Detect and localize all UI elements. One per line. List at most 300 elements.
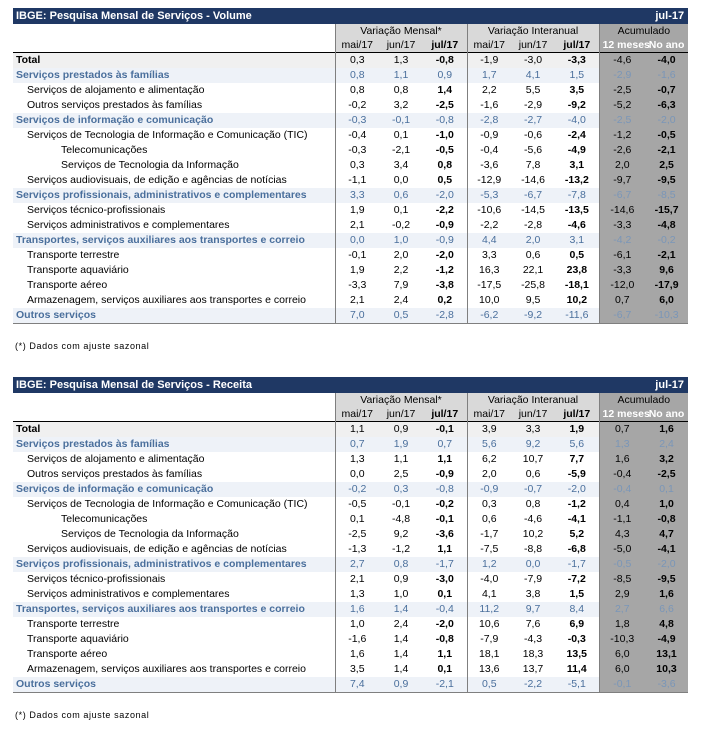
cell-value: -2,0: [435, 618, 454, 630]
cell-value: -4,3: [523, 633, 543, 645]
row-label: Serviços de alojamento e alimentação: [27, 84, 205, 96]
group-header-mensal: Variação Mensal*: [335, 24, 467, 38]
row-label: Transporte aquaviário: [27, 633, 129, 645]
cell-value: -1,2: [435, 264, 454, 276]
cell-value: 6,0: [599, 647, 645, 662]
cell-value: 0,5: [379, 308, 423, 324]
cell-value: 2,5: [393, 468, 409, 480]
cell-value: -2,6: [599, 143, 645, 158]
cell-value: 6,0: [645, 293, 688, 308]
row-label: Serviços de Tecnologia da Informação: [61, 528, 239, 540]
table-title-row: [13, 377, 688, 393]
cell-value: 0,5: [569, 249, 585, 261]
cell-value: -0,2: [335, 482, 379, 497]
cell-value: 1,0: [335, 617, 379, 632]
cell-value: 2,7: [335, 557, 379, 572]
cell-value: -0,7: [511, 482, 555, 497]
cell-value: 2,0: [393, 249, 409, 261]
cell-value: 2,1: [335, 572, 379, 587]
row-label: Serviços de Tecnologia de Informação e Comunicação (TIC): [27, 129, 308, 141]
cell-value: -10,3: [599, 632, 645, 647]
cell-value: -0,1: [391, 498, 411, 510]
cell-value: 0,9: [423, 68, 467, 83]
cell-value: 9,2: [511, 437, 555, 452]
column-header: jul/17: [423, 407, 467, 422]
cell-value: -0,6: [523, 129, 543, 141]
cell-value: 7,8: [525, 159, 541, 171]
cell-value: 5,6: [467, 437, 511, 452]
cell-value: 7,7: [569, 453, 585, 465]
cell-value: 0,9: [379, 422, 423, 438]
cell-value: 1,6: [335, 602, 379, 617]
row-label: Serviços audiovisuais, de edição e agências de notícias: [27, 543, 287, 555]
cell-value: 9,6: [645, 263, 688, 278]
cell-value: -0,7: [645, 83, 688, 98]
table-row: [13, 173, 688, 188]
cell-value: 3,4: [393, 159, 409, 171]
cell-value: 10,7: [522, 453, 544, 465]
cell-value: -2,1: [423, 677, 467, 693]
cell-value: -2,0: [435, 249, 454, 261]
cell-value: 0,8: [335, 68, 379, 83]
cell-value: 1,4: [393, 633, 409, 645]
column-header-row: [13, 38, 688, 53]
cell-value: 6,2: [467, 452, 511, 467]
cell-value: 0,0: [335, 467, 379, 482]
cell-value: 0,0: [335, 233, 379, 248]
cell-value: 0,8: [393, 84, 409, 96]
cell-value: -8,8: [523, 543, 543, 555]
cell-value: -6,2: [467, 308, 511, 324]
cell-value: 1,1: [437, 453, 453, 465]
row-label: Serviços técnico-profissionais: [27, 204, 166, 216]
table-row: [13, 278, 688, 293]
cell-value: 4,3: [599, 527, 645, 542]
cell-value: -0,4: [335, 128, 379, 143]
cell-value: 1,9: [335, 263, 379, 278]
cell-value: 11,2: [467, 602, 511, 617]
cell-value: -0,8: [423, 482, 467, 497]
cell-value: -0,5: [435, 144, 454, 156]
cell-value: 10,3: [645, 662, 688, 677]
cell-value: 7,4: [335, 677, 379, 693]
cell-value: 10,0: [467, 293, 511, 308]
cell-value: 0,9: [379, 677, 423, 693]
cell-value: -3,3: [599, 218, 645, 233]
table-row: [13, 263, 688, 278]
cell-value: -4,8: [391, 513, 411, 525]
row-label: Telecomunicações: [61, 144, 148, 156]
cell-value: -1,1: [599, 512, 645, 527]
cell-value: 1,0: [379, 233, 423, 248]
column-header: jul/17: [555, 38, 599, 53]
table-row: [13, 83, 688, 98]
cell-value: 13,7: [522, 663, 544, 675]
cell-value: 6,0: [599, 662, 645, 677]
cell-value: -9,5: [645, 173, 688, 188]
cell-value: 2,1: [335, 293, 379, 308]
cell-value: 0,7: [599, 422, 645, 438]
cell-value: 13,1: [645, 647, 688, 662]
cell-value: 2,0: [467, 467, 511, 482]
cell-value: 0,6: [467, 512, 511, 527]
cell-value: 1,5: [555, 68, 599, 83]
cell-value: 5,2: [569, 528, 585, 540]
category-row: [13, 602, 688, 617]
category-row: [13, 308, 688, 324]
cell-value: -10,6: [467, 203, 511, 218]
cell-value: -2,8: [523, 219, 543, 231]
cell-value: 0,6: [525, 468, 541, 480]
cell-value: -6,7: [511, 188, 555, 203]
table-month: jul-17: [555, 377, 688, 393]
column-header-row: [13, 407, 688, 422]
row-label: Serviços prestados às famílias: [13, 437, 335, 452]
group-header-interanual: Variação Interanual: [467, 393, 599, 407]
cell-value: 1,1: [437, 648, 453, 660]
cell-value: 0,8: [525, 498, 541, 510]
cell-value: -0,2: [391, 219, 411, 231]
cell-value: 2,5: [645, 158, 688, 173]
cell-value: 1,8: [599, 617, 645, 632]
cell-value: -1,7: [467, 527, 511, 542]
cell-value: -2,2: [467, 218, 511, 233]
cell-value: -3,3: [599, 263, 645, 278]
cell-value: 2,0: [599, 158, 645, 173]
cell-value: 0,1: [437, 663, 453, 675]
cell-value: -1,2: [567, 498, 586, 510]
cell-value: 9,2: [393, 528, 409, 540]
cell-value: 1,4: [379, 602, 423, 617]
footnote: (*) Dados com ajuste sazonal: [15, 710, 150, 720]
cell-value: 8,4: [555, 602, 599, 617]
cell-value: 7,6: [525, 618, 541, 630]
cell-value: 11,4: [566, 663, 587, 675]
cell-value: -4,6: [567, 219, 586, 231]
row-label: Outros serviços prestados às famílias: [27, 99, 203, 111]
cell-value: 0,1: [393, 204, 409, 216]
table-row: [13, 527, 688, 542]
volume-table: [13, 8, 688, 324]
cell-value: 10,2: [522, 528, 544, 540]
cell-value: 2,2: [393, 264, 409, 276]
cell-value: 23,8: [566, 264, 588, 276]
cell-value: -9,2: [511, 308, 555, 324]
cell-value: 2,9: [599, 587, 645, 602]
cell-value: -4,0: [467, 572, 511, 587]
cell-value: -0,1: [335, 248, 379, 263]
cell-value: 22,1: [522, 264, 544, 276]
cell-value: -17,9: [645, 278, 688, 293]
group-header-acumulado: Acumulado: [599, 393, 688, 407]
column-header: 12 meses: [599, 38, 645, 53]
cell-value: -2,0: [555, 482, 599, 497]
cell-value: -5,9: [567, 468, 586, 480]
cell-value: 1,4: [393, 663, 409, 675]
cell-value: -6,7: [599, 188, 645, 203]
table-row: [13, 452, 688, 467]
table-row: [13, 497, 688, 512]
cell-value: -1,1: [335, 173, 379, 188]
cell-value: 3,5: [569, 84, 585, 96]
header-blank: [13, 24, 335, 38]
cell-value: -4,6: [523, 513, 543, 525]
cell-value: -10,3: [645, 308, 688, 324]
table-row: [13, 572, 688, 587]
cell-value: 4,1: [467, 587, 511, 602]
row-label: Serviços de alojamento e alimentação: [27, 453, 205, 465]
cell-value: -15,7: [645, 203, 688, 218]
cell-value: -11,6: [555, 308, 599, 324]
table-row: [13, 218, 688, 233]
cell-value: -5,2: [599, 98, 645, 113]
cell-value: 1,0: [393, 588, 409, 600]
cell-value: 1,1: [393, 453, 409, 465]
cell-value: 7,0: [335, 308, 379, 324]
cell-value: 0,3: [335, 53, 379, 69]
row-label: Transporte aéreo: [27, 279, 108, 291]
cell-value: 1,3: [335, 452, 379, 467]
cell-value: 13,5: [566, 648, 587, 660]
cell-value: -1,6: [335, 632, 379, 647]
cell-value: -18,1: [564, 279, 589, 291]
cell-value: -0,9: [423, 233, 467, 248]
cell-value: -14,6: [599, 203, 645, 218]
table-row: [13, 662, 688, 677]
row-label: Transportes, serviços auxiliares aos transportes e correio: [13, 602, 335, 617]
row-label: Transporte aéreo: [27, 648, 108, 660]
cell-value: -6,8: [567, 543, 586, 555]
cell-value: -9,2: [567, 99, 586, 111]
cell-value: -0,4: [423, 602, 467, 617]
cell-value: -0,9: [435, 219, 454, 231]
cell-value: -0,1: [599, 677, 645, 693]
column-header: jun/17: [379, 407, 423, 422]
cell-value: 0,0: [511, 557, 555, 572]
cell-value: -12,0: [599, 278, 645, 293]
cell-value: 1,2: [467, 557, 511, 572]
cell-value: -2,1: [645, 143, 688, 158]
cell-value: -1,7: [555, 557, 599, 572]
row-label: Serviços administrativos e complementares: [27, 219, 230, 231]
cell-value: -4,9: [645, 632, 688, 647]
header-blank: [13, 38, 335, 53]
cell-value: -5,6: [523, 144, 543, 156]
cell-value: 3,2: [393, 99, 409, 111]
row-label: Serviços prestados às famílias: [13, 68, 335, 83]
cell-value: 1,3: [379, 53, 423, 69]
cell-value: -3,0: [511, 53, 555, 69]
cell-value: -2,5: [599, 113, 645, 128]
category-row: [13, 188, 688, 203]
table-row: [13, 293, 688, 308]
cell-value: 0,8: [335, 83, 379, 98]
cell-value: 0,1: [645, 482, 688, 497]
cell-value: -3,6: [467, 158, 511, 173]
cell-value: -3,6: [645, 677, 688, 693]
column-header: mai/17: [467, 38, 511, 53]
cell-value: 1,3: [335, 587, 379, 602]
cell-value: -4,8: [645, 218, 688, 233]
cell-value: 1,4: [437, 84, 453, 96]
cell-value: 0,2: [437, 294, 453, 306]
cell-value: -2,5: [435, 99, 454, 111]
table-row: [13, 647, 688, 662]
cell-value: 3,8: [525, 588, 541, 600]
cell-value: 3,3: [335, 188, 379, 203]
cell-value: 6,6: [645, 602, 688, 617]
header-blank: [13, 393, 335, 407]
category-row: [13, 557, 688, 572]
row-label: Serviços administrativos e complementares: [27, 588, 230, 600]
cell-value: -2,5: [645, 467, 688, 482]
cell-value: 3,2: [645, 452, 688, 467]
cell-value: 1,4: [393, 648, 409, 660]
column-header: jul/17: [423, 38, 467, 53]
row-label: Armazenagem, serviços auxiliares aos transportes e correio: [27, 294, 306, 306]
cell-value: -2,2: [435, 204, 454, 216]
table-row: [13, 617, 688, 632]
column-header: jun/17: [511, 38, 555, 53]
cell-value: 6,9: [569, 618, 585, 630]
cell-value: -4,6: [599, 53, 645, 69]
row-label: Serviços técnico-profissionais: [27, 573, 166, 585]
row-label: Outros serviços: [13, 677, 335, 693]
cell-value: -0,2: [435, 498, 454, 510]
cell-value: -1,9: [467, 53, 511, 69]
cell-value: 7,9: [393, 279, 409, 291]
cell-value: -0,4: [467, 143, 511, 158]
cell-value: 16,3: [467, 263, 511, 278]
row-label: Armazenagem, serviços auxiliares aos transportes e correio: [27, 663, 306, 675]
cell-value: -2,5: [335, 527, 379, 542]
row-label: Serviços profissionais, administrativos e complementares: [13, 188, 335, 203]
cell-value: 1,6: [645, 587, 688, 602]
cell-value: -1,7: [423, 557, 467, 572]
cell-value: -0,3: [567, 633, 586, 645]
cell-value: 4,7: [645, 527, 688, 542]
cell-value: -9,5: [645, 572, 688, 587]
cell-value: 0,7: [335, 437, 379, 452]
cell-value: 1,3: [599, 437, 645, 452]
table-row: [13, 632, 688, 647]
cell-value: 2,4: [393, 618, 409, 630]
column-header: jun/17: [379, 38, 423, 53]
cell-value: 2,2: [467, 83, 511, 98]
cell-value: 0,1: [335, 512, 379, 527]
cell-value: -1,2: [391, 543, 411, 555]
cell-value: 0,5: [437, 174, 453, 186]
row-label: Outros serviços prestados às famílias: [27, 468, 203, 480]
row-label: Serviços de Tecnologia da Informação: [61, 159, 239, 171]
cell-value: -4,9: [567, 144, 586, 156]
cell-value: 0,6: [525, 249, 541, 261]
cell-value: -2,1: [645, 248, 688, 263]
cell-value: -0,5: [599, 557, 645, 572]
cell-value: 10,6: [467, 617, 511, 632]
cell-value: 1,9: [379, 437, 423, 452]
row-label: Telecomunicações: [61, 513, 148, 525]
group-header-interanual: Variação Interanual: [467, 24, 599, 38]
row-label: Serviços profissionais, administrativos e complementares: [13, 557, 335, 572]
cell-value: -0,5: [335, 497, 379, 512]
cell-value: -0,8: [423, 113, 467, 128]
cell-value: -2,0: [423, 188, 467, 203]
cell-value: 0,4: [599, 497, 645, 512]
cell-value: -3,3: [555, 53, 599, 69]
cell-value: -0,3: [335, 143, 379, 158]
cell-value: 0,8: [379, 557, 423, 572]
cell-value: -0,1: [423, 422, 467, 438]
row-label: Transportes, serviços auxiliares aos transportes e correio: [13, 233, 335, 248]
cell-value: -14,5: [521, 204, 545, 216]
cell-value: 4,4: [467, 233, 511, 248]
cell-value: 13,6: [467, 662, 511, 677]
cell-value: 5,6: [555, 437, 599, 452]
cell-value: -1,6: [467, 98, 511, 113]
column-header: jun/17: [511, 407, 555, 422]
cell-value: -12,9: [467, 173, 511, 188]
cell-value: 1,7: [467, 68, 511, 83]
group-header-mensal: Variação Mensal*: [335, 393, 467, 407]
cell-value: -2,5: [599, 83, 645, 98]
table-row: [13, 587, 688, 602]
cell-value: 0,3: [335, 158, 379, 173]
cell-value: 0,7: [599, 293, 645, 308]
cell-value: -1,0: [435, 129, 454, 141]
row-label: Serviços de informação e comunicação: [13, 113, 335, 128]
table-row: [13, 203, 688, 218]
table-month: jul-17: [555, 8, 688, 24]
cell-value: 3,9: [467, 422, 511, 438]
cell-value: -0,5: [645, 128, 688, 143]
cell-value: -13,5: [564, 204, 589, 216]
cell-value: -2,4: [567, 129, 586, 141]
cell-value: -4,2: [599, 233, 645, 248]
cell-value: -4,1: [567, 513, 586, 525]
cell-value: 18,3: [522, 648, 544, 660]
category-row: [13, 677, 688, 693]
cell-value: -0,1: [435, 513, 454, 525]
cell-value: -3,6: [435, 528, 454, 540]
cell-value: 1,9: [555, 422, 599, 438]
category-row: [13, 68, 688, 83]
cell-value: -0,9: [467, 482, 511, 497]
cell-value: 5,5: [525, 84, 541, 96]
cell-value: -0,8: [435, 633, 454, 645]
cell-value: 2,7: [599, 602, 645, 617]
cell-value: -17,5: [467, 278, 511, 293]
cell-value: -3,8: [435, 279, 454, 291]
cell-value: 3,5: [335, 662, 379, 677]
cell-value: 9,5: [525, 294, 541, 306]
column-header: jul/17: [555, 407, 599, 422]
cell-value: 1,6: [335, 647, 379, 662]
row-label: Serviços de informação e comunicação: [13, 482, 335, 497]
cell-value: -0,8: [423, 53, 467, 69]
column-header: mai/17: [335, 407, 379, 422]
table-title: IBGE: Pesquisa Mensal de Serviços - Volume: [13, 8, 555, 24]
cell-value: 3,1: [555, 233, 599, 248]
cell-value: -2,7: [511, 113, 555, 128]
cell-value: -0,9: [467, 128, 511, 143]
cell-value: -0,4: [599, 482, 645, 497]
cell-value: -0,4: [599, 467, 645, 482]
column-header: No ano: [645, 38, 688, 53]
cell-value: 10,2: [566, 294, 588, 306]
row-label: Serviços audiovisuais, de edição e agências de notícias: [27, 174, 287, 186]
table-row: [13, 128, 688, 143]
